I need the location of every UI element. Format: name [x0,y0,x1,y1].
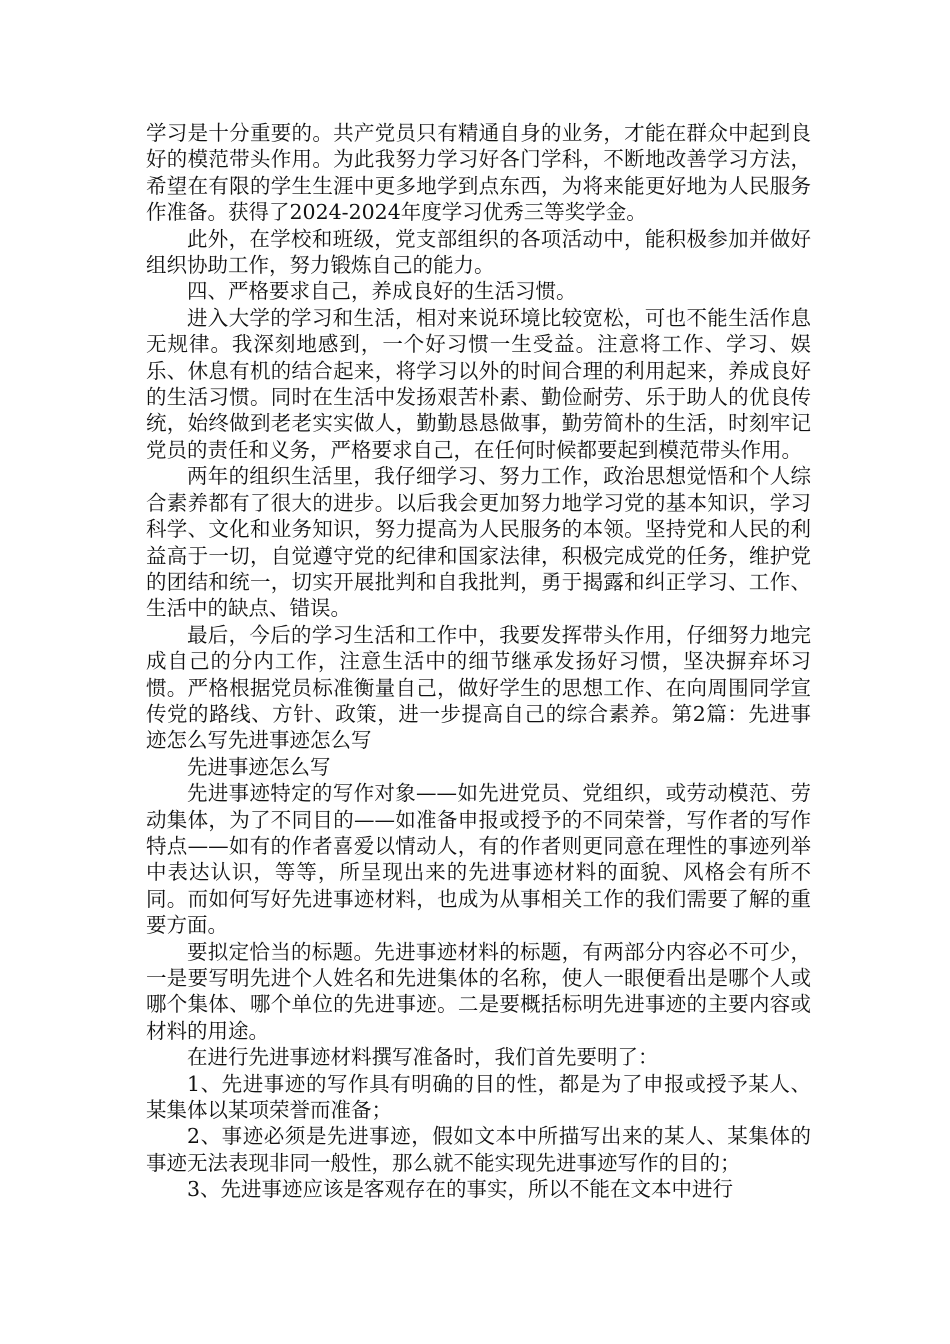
paragraph: 先进事迹特定的写作对象——如先进党员、党组织，或劳动模范、劳动集体，为了不同目的——如准备申报或授予的不同荣誉，写作者的写作特点——如有的作者喜爱以情动人，有的作者则更同意在理性的事迹列举中表达认识，等等，所呈现出来的先进事迹材料的面貌、风格会有所不同。而如何写好先进事迹材料，也成为从事相关工作的我们需要了解的重要方面。 [146,781,811,938]
paragraph: 最后，今后的学习生活和工作中，我要发挥带头作用，仔细努力地完成自己的分内工作，注意生活中的细节继承发扬好习惯，坚决摒弃坏习惯。严格根据党员标准衡量自己，做好学生的思想工作、在向周围同学宣传党的路线、方针、政策，进一步提高自己的综合素养。第2篇：先进事迹怎么写先进事迹怎么写 [146,622,811,753]
list-item: 3、先进事迹应该是客观存在的事实，所以不能在文本中进行 [187,1177,734,1202]
list-item: 2、事迹必须是先进事迹，假如文本中所描写出来的某人、某集体的事迹无法表现非同一般性，那么就不能实现先进事迹写作的目的； [146,1124,811,1175]
paragraph: 要拟定恰当的标题。先进事迹材料的标题，有两部分内容必不可少，一是要写明先进个人姓名和先进集体的名称，使人一眼便看出是哪个人或哪个集体、哪个单位的先进事迹。二是要概括标明先进事迹的主要内容或材料的用途。 [146,939,811,1043]
list-item: 1、先进事迹的写作具有明确的目的性，都是为了申报或授予某人、某集体以某项荣誉而准备； [146,1071,811,1123]
paragraph: 学习是十分重要的。共产党员只有精通自身的业务，才能在群众中起到良好的模范带头作用。为此我努力学习好各门学科，不断地改善学习方法，希望在有限的学生生涯中更多地学到点东西，为将来能更好地为人民服务作准备。获得了2024-2024年度学习优秀三等奖学金。 [146,121,811,225]
paragraph: 两年的组织生活里，我仔细学习、努力工作，政治思想觉悟和个人综合素养都有了很大的进步。以后我会更加努力地学习党的基本知识，学习科学、文化和业务知识，努力提高为人民服务的本领。坚持党和人民的利益高于一切，自觉遵守党的纪律和国家法律，积极完成党的任务，维护党的团结和统一，切实开展批判和自我批判，勇于揭露和纠正学习、工作、生活中的缺点、错误。 [146,464,811,621]
subheading: 先进事迹怎么写 [187,754,331,779]
document-body [146,120,811,1203]
section-heading: 四、严格要求自己，养成良好的生活习惯。 [187,279,577,304]
paragraph: 进入大学的学习和生活，相对来说环境比较宽松，可也不能生活作息无规律。我深刻地感到，一个好习惯一生受益。注意将工作、学习、娱乐、休息有机的结合起来，将学习以外的时间合理的利用起来，养成良好的生活习惯。同时在生活中发扬艰苦朴素、勤俭耐劳、乐于助人的优良传统，始终做到老老实实做人，勤勤恳恳做事，勤劳简朴的生活，时刻牢记党员的责任和义务，严格要求自己，在任何时候都要起到模范带头作用。 [146,305,811,462]
paragraph: 在进行先进事迹材料撰写准备时，我们首先要明了： [187,1045,659,1070]
paragraph: 此外，在学校和班级，党支部组织的各项活动中，能积极参加并做好组织协助工作，努力锻炼自己的能力。 [146,226,811,278]
